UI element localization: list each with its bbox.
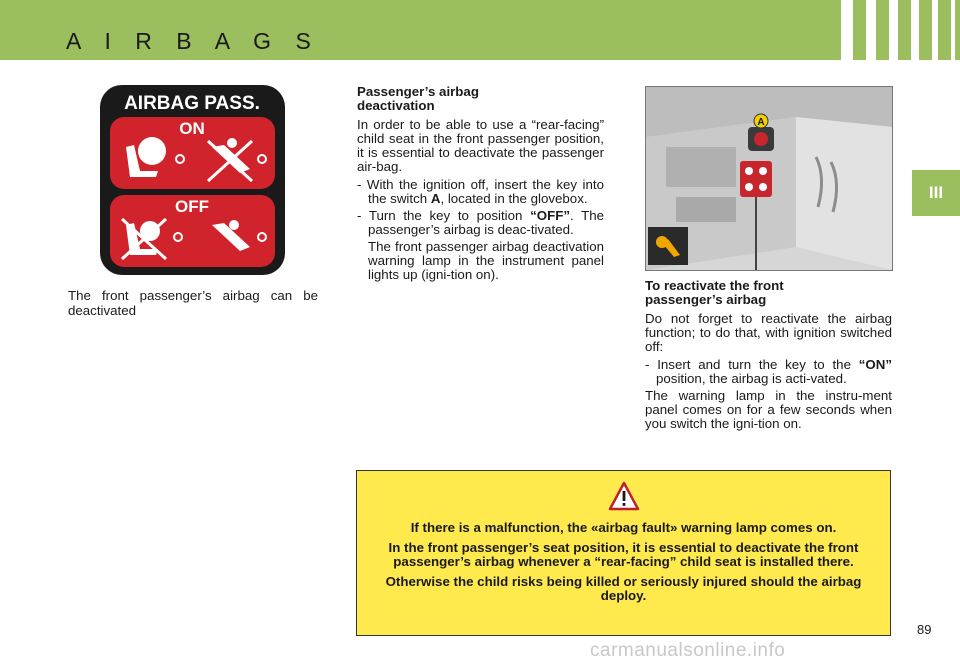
deactivation-step-1 bbox=[357, 178, 604, 206]
warning-para-2: In the front passenger’s seat position, it is essential to deactivate the front passenger’s airbag whenever a “rear-facing” child seat is installed there. bbox=[388, 540, 859, 569]
header-stripe bbox=[841, 0, 853, 60]
reactivation-step-text-end: position, the airbag is acti-vated. bbox=[656, 371, 847, 386]
glovebox-switch-photo bbox=[645, 86, 893, 271]
glovebox-photo-drawing bbox=[646, 87, 892, 270]
panel-caption: The front passenger’s airbag can be deactivated bbox=[68, 288, 318, 318]
page-header bbox=[0, 0, 960, 60]
panel-label-off: OFF bbox=[175, 197, 209, 216]
deactivation-section bbox=[357, 85, 604, 282]
deactivation-step-2 bbox=[357, 209, 604, 237]
chapter-tab[interactable] bbox=[912, 170, 960, 216]
header-stripe bbox=[889, 0, 898, 60]
reactivation-heading-line2: passenger’s airbag bbox=[645, 292, 767, 307]
warning-para-3: Otherwise the child risks being killed or seriously injured should the airbag deploy. bbox=[385, 574, 862, 603]
deactivation-heading-line2: deactivation bbox=[357, 98, 435, 113]
header-stripe bbox=[911, 0, 919, 60]
header-stripe bbox=[951, 0, 955, 60]
panel-label-top: AIRBAG PASS. bbox=[124, 93, 260, 114]
warning-triangle-icon bbox=[608, 481, 640, 511]
step2-text: - Turn the key to position bbox=[357, 208, 531, 223]
reactivation-step-text: - Insert and turn the key to the bbox=[645, 357, 859, 372]
photo-marker-a: A bbox=[757, 117, 765, 128]
chapter-tab-label: III bbox=[928, 183, 944, 202]
warning-box bbox=[356, 470, 891, 636]
header-stripe bbox=[932, 0, 938, 60]
on-position-label: “ON” bbox=[858, 357, 892, 372]
off-position-label: “OFF” bbox=[530, 208, 570, 223]
warning-para-1: If there is a malfunction, the «airbag fault» warning lamp comes on. bbox=[410, 520, 837, 535]
deactivation-intro: In order to be able to use a “rear-facing” child seat in the front passenger position, it is essential to deactivate the passenger air-bag. bbox=[357, 117, 604, 174]
warning-text bbox=[367, 521, 880, 609]
deactivation-heading-line1: Passenger’s airbag bbox=[357, 84, 479, 99]
step2-text-end: . The passenger’s airbag is deac-tivated. bbox=[368, 208, 604, 237]
airbag-switch-panel-image bbox=[100, 85, 285, 275]
panel-label-on: ON bbox=[179, 119, 205, 138]
reactivation-step bbox=[645, 358, 892, 386]
page-number: 89 bbox=[917, 622, 932, 637]
reactivation-heading bbox=[645, 279, 892, 307]
reactivation-intro: Do not forget to reactivate the airbag function; to do that, with ignition switched off: bbox=[645, 311, 892, 354]
deactivation-note: The front passenger airbag deactivation warning lamp in the instrument panel lights up (igni-tion on). bbox=[368, 239, 604, 282]
switch-a-label: A bbox=[430, 191, 441, 206]
step1-text: - With the ignition off, insert the key into the switch bbox=[357, 177, 604, 206]
header-stripe bbox=[866, 0, 876, 60]
deactivation-heading bbox=[357, 85, 604, 113]
step1-text-end: , located in the glovebox. bbox=[440, 191, 588, 206]
reactivation-section bbox=[645, 279, 892, 435]
watermark: carmanualsonline.info bbox=[590, 640, 786, 661]
reactivation-note: The warning lamp in the instru-ment panel comes on for a few seconds when you switch the igni-tion on. bbox=[645, 388, 892, 431]
reactivation-heading-line1: To reactivate the front bbox=[645, 278, 784, 293]
page-title: A I R B A G S bbox=[66, 28, 320, 54]
airbag-label-sticker bbox=[740, 161, 772, 197]
